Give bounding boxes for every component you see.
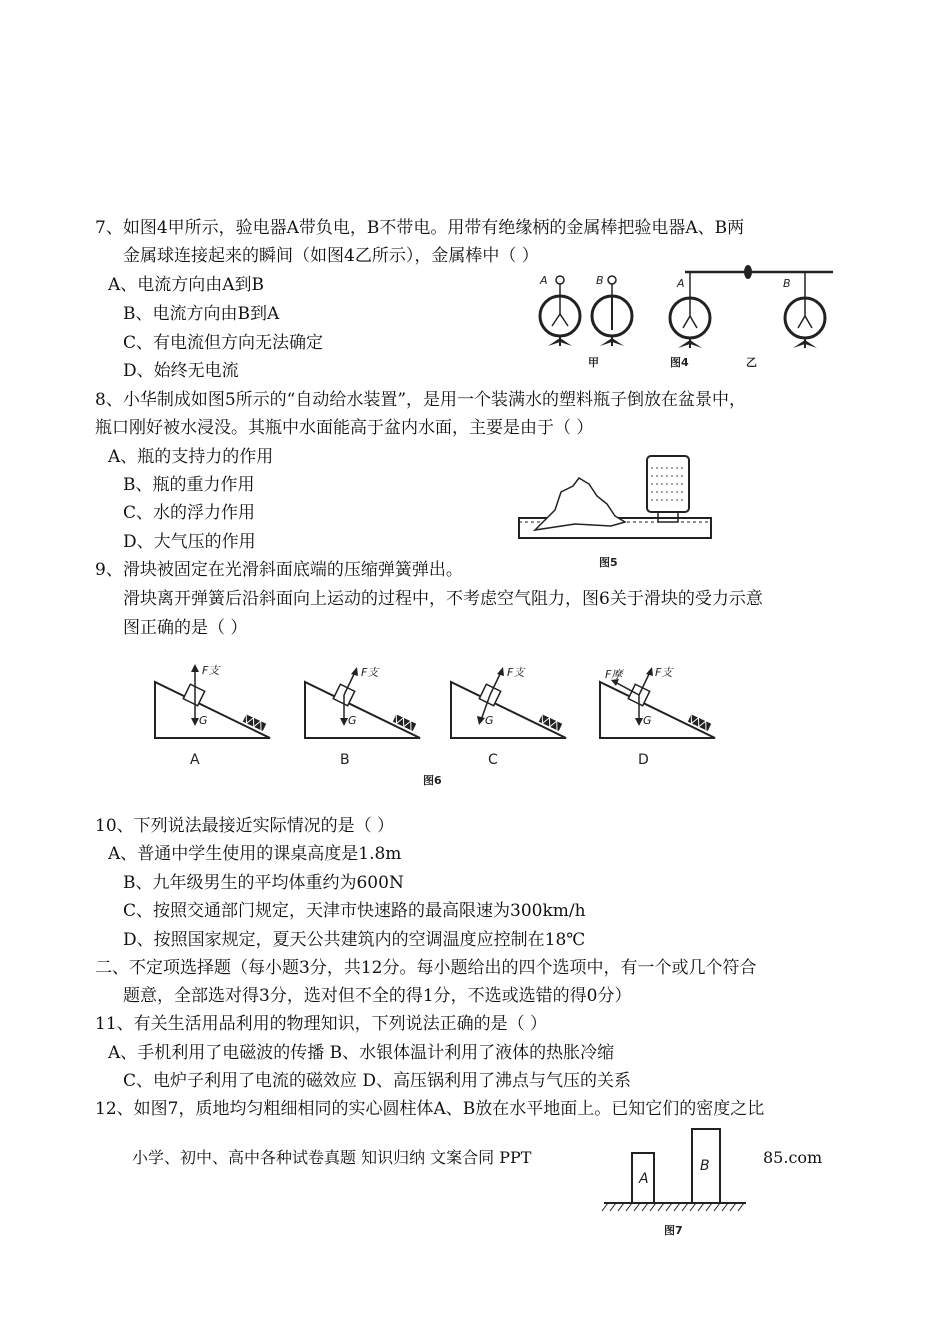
q7-stem-line2: 金属球连接起来的瞬间（如图4乙所示），金属棒中（ ）: [123, 246, 539, 266]
q9-stem-line1: 9、滑块被固定在光滑斜面底端的压缩弹簧弹出。: [95, 560, 463, 580]
section2-line2: 题意，全部选对得3分，选对但不全的得1分，不选或选错的得0分）: [123, 986, 632, 1006]
diagram-a: [155, 664, 270, 768]
fig6-a-g: G: [199, 714, 208, 727]
fig6-c-fsupport: F支: [507, 666, 525, 679]
q7-option-d: D、始终无电流: [123, 361, 239, 381]
fig6-d-fextra: F摩: [605, 668, 623, 681]
q8-option-c: C、水的浮力作用: [123, 503, 256, 523]
q8-option-d: D、大气压的作用: [123, 532, 256, 552]
q11-options-row2: C、电炉子利用了电流的磁效应 D、高压锅利用了沸点与气压的关系: [123, 1071, 632, 1091]
q8-option-b: B、瓶的重力作用: [123, 475, 255, 495]
fig5-caption: 图5: [599, 556, 618, 569]
q10-option-b: B、九年级男生的平均体重约为600N: [123, 873, 404, 893]
section2-line1: 二、不定项选择题（每小题3分，共12分。每小题给出的四个选项中，有一个或几个符合: [95, 958, 757, 978]
q10-option-c: C、按照交通部门规定，天津市快速路的最高限速为300km/h: [123, 901, 586, 921]
fig6-d-fsupport: F支: [655, 666, 673, 679]
q7-option-a: A、电流方向由A到B: [108, 275, 265, 295]
fig4-label-b2: B: [783, 277, 791, 290]
fig4-label-a1: A: [540, 274, 548, 287]
fig6-b-g: G: [348, 714, 357, 727]
fig4-label-a2: A: [677, 277, 685, 290]
footer-left: 小学、初中、高中各种试卷真题 知识归纳 文案合同 PPT: [132, 1148, 532, 1167]
diagram-c: [451, 666, 566, 768]
q9-stem-line3: 图正确的是（ ）: [123, 618, 248, 638]
electroscope-b-right: [785, 272, 825, 348]
q10-stem: 10、下列说法最接近实际情况的是（ ）: [95, 816, 395, 836]
figure-5: [515, 450, 715, 572]
insulating-handle: [744, 265, 752, 279]
figure-4: [530, 262, 850, 374]
diagram-b: [305, 666, 420, 768]
fig7-caption: 图7: [664, 1224, 683, 1237]
bonsai-rock: [535, 478, 625, 530]
q11-options-row1: A、手机利用了电磁波的传播 B、水银体温计利用了液体的热胀冷缩: [108, 1043, 615, 1063]
fig6-caption: 图6: [423, 774, 442, 787]
electroscope-a-right: [670, 272, 710, 348]
fig4-label-b1: B: [596, 274, 604, 287]
ground-hatch: [602, 1203, 744, 1211]
q9-stem-line2: 滑块离开弹簧后沿斜面向上运动的过程中，不考虑空气阻力，图6关于滑块的受力示意: [123, 589, 763, 609]
fig6-option-c: C: [488, 752, 498, 768]
fig6-c-g: G: [485, 714, 494, 727]
fig7-label-b: B: [700, 1158, 710, 1174]
fig4-caption: 图4: [670, 356, 689, 369]
fig6-a-fsupport: F支: [202, 664, 220, 677]
fig4-sub-yi: 乙: [746, 356, 757, 369]
q8-stem-line2: 瓶口刚好被水浸没。其瓶中水面能高于盆内水面，主要是由于（ ）: [95, 418, 594, 438]
fig4-sub-jia: 甲: [588, 356, 599, 369]
q12-stem: 12、如图7，质地均匀粗细相同的实心圆柱体A、B放在水平地面上。已知它们的密度之比: [95, 1099, 765, 1119]
q10-option-a: A、普通中学生使用的课桌高度是1.8m: [108, 844, 402, 864]
q8-stem-line1: 8、小华制成如图5所示的“自动给水装置”，是用一个装满水的塑料瓶子倒放在盆景中，: [95, 390, 747, 410]
q7-stem-line1: 7、如图4甲所示，验电器A带负电，B不带电。用带有绝缘柄的金属棒把验电器A、B两: [95, 218, 745, 238]
fig6-d-g: G: [643, 714, 652, 727]
q11-stem: 11、有关生活用品利用的物理知识，下列说法正确的是（ ）: [95, 1014, 548, 1034]
fig7-label-a: A: [639, 1171, 649, 1187]
q7-option-b: B、电流方向由B到A: [123, 304, 280, 324]
q7-option-c: C、有电流但方向无法确定: [123, 333, 324, 353]
figure-6: [145, 658, 725, 788]
diagram-d: [600, 666, 715, 768]
fig6-option-b: B: [340, 752, 350, 768]
fig6-option-d: D: [638, 752, 649, 768]
fig6-option-a: A: [190, 752, 200, 768]
bottle-water: [651, 468, 685, 500]
q8-option-a: A、瓶的支持力的作用: [108, 447, 274, 467]
fig6-b-fsupport: F支: [361, 666, 379, 679]
figure-7: [600, 1120, 750, 1240]
footer-right: 85.com: [763, 1148, 823, 1167]
q10-option-d: D、按照国家规定，夏天公共建筑内的空调温度应控制在18℃: [123, 930, 586, 950]
